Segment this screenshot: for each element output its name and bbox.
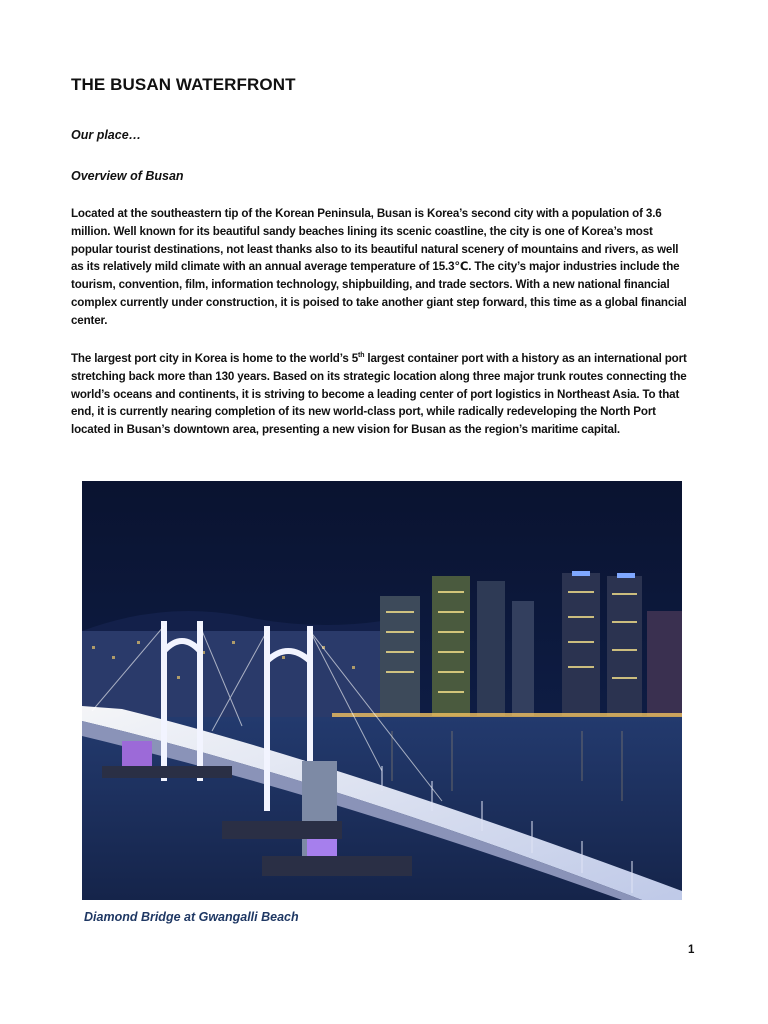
bridge-night-photo	[82, 481, 682, 900]
paragraph-port-text-end: largest container port with a history as an international port stretching back more than 130 years. Based on its strategic location along three major trunk routes connecting the world’s oceans and continents, it is striving to become a leading center of port logistics in Northeast Asia. To that end, it is currently nearing completion of its new world-class port, while radically redeveloping the North Port located in Busan’s downtown area, presenting a new vision for Busan as the region’s maritime capital.	[71, 352, 687, 437]
paragraph-overview: Located at the southeastern tip of the Korean Peninsula, Busan is Korea’s second city with a population of 3.6 million. Well known for its beautiful sandy beaches lining its scenic coastline, the city is one of Korea’s most popular tourist destinations, not least thanks also to its beautiful natural scenery of mountains and rivers, as well as its relatively mild climate with an annual average temperature of 15.3℃. The city’s major industries include the tourism, convention, film, information technology, shipbuilding, and trade sectors. With a new national financial complex currently under construction, it is poised to take another giant step forward, this time as a global financial center.	[71, 207, 687, 327]
page-number: 1	[688, 944, 695, 956]
paragraph-port	[71, 350, 691, 439]
ordinal-superscript: th	[358, 352, 365, 360]
section-heading: Overview of Busan	[71, 169, 184, 183]
subtitle: Our place…	[71, 128, 142, 142]
paragraph-port-text-start: The largest port city in Korea is home to the world’s 5	[71, 352, 359, 365]
document-title: THE BUSAN WATERFRONT	[71, 75, 296, 94]
photo-caption: Diamond Bridge at Gwangalli Beach	[84, 910, 299, 924]
